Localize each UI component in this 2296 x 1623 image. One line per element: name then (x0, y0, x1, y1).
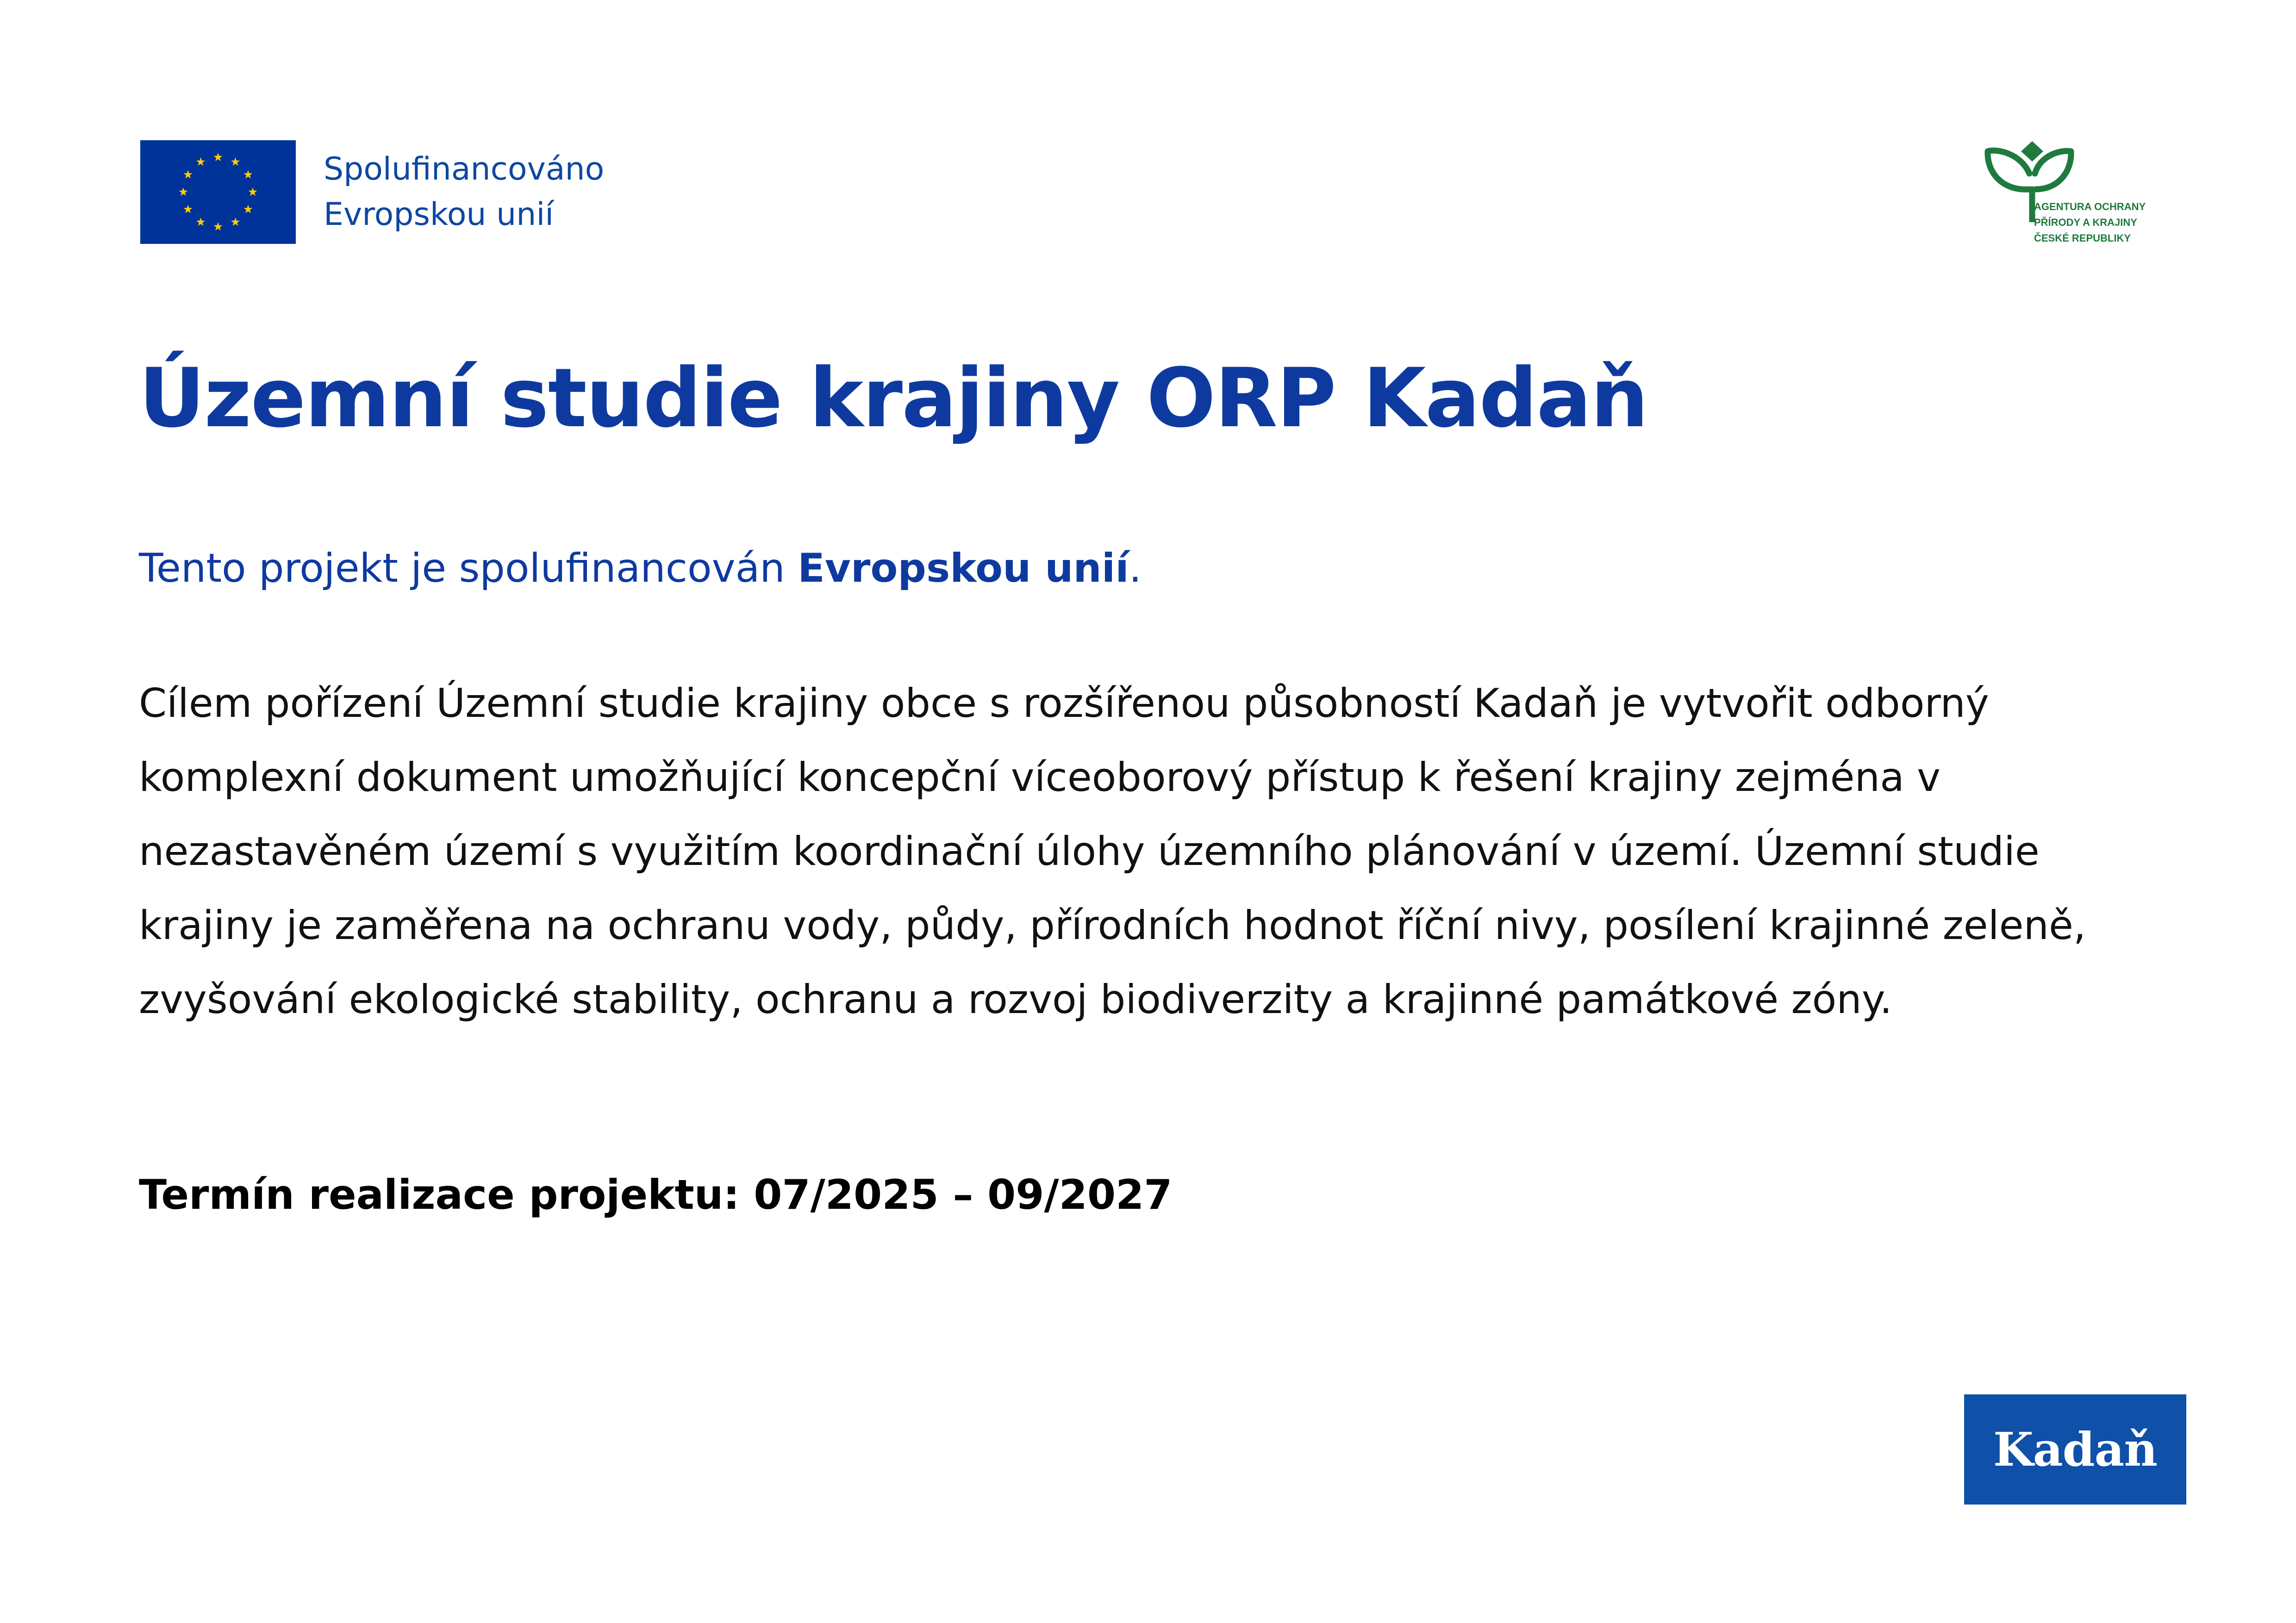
agency-name (2034, 199, 2146, 246)
eu-text-line2: Evropskou unií (324, 196, 554, 233)
agency-line1: AGENTURA OCHRANY (2034, 201, 2146, 212)
eu-flag-icon (140, 140, 296, 244)
project-description: Cílem pořízení Územní studie krajiny obce s rozšířenou působností Kadaň je vytvořit odborný komplexní dokument umožňující koncepční víceoborový přístup k řešení krajiny zejména v nezastavěném území s využitím koordinační úlohy územního plánování v území. Územní studie krajiny je zaměřena na ochranu vody, půdy, přírodních hodnot říční nivy, posílení krajinné zeleně, zvyšování ekologické stability, ochranu a rozvoj biodiverzity a krajinné památkové zóny. (139, 680, 2086, 1023)
agency-logo-block (1984, 141, 2178, 248)
eu-cofunding-text (324, 147, 604, 237)
cofunding-bold: Evropskou unií (798, 545, 1129, 591)
kadan-badge (1964, 1394, 2186, 1505)
eu-text-line1: Spolufinancováno (324, 151, 605, 187)
agency-line2: PŘÍRODY A KRAJINY (2034, 217, 2137, 228)
page-title: Územní studie krajiny ORP Kadaň (139, 351, 1648, 446)
kadan-badge-label: Kadaň (1993, 1422, 2158, 1477)
eu-cofunding-logo (140, 140, 604, 244)
cofunding-prefix: Tento projekt je spolufinancován (139, 545, 798, 591)
project-term: Termín realizace projektu: 07/2025 – 09/2027 (139, 1171, 1173, 1219)
cofunding-suffix: . (1129, 545, 1142, 591)
agency-line3: ČESKÉ REPUBLIKY (2034, 232, 2131, 244)
cofunding-statement (139, 541, 1142, 596)
